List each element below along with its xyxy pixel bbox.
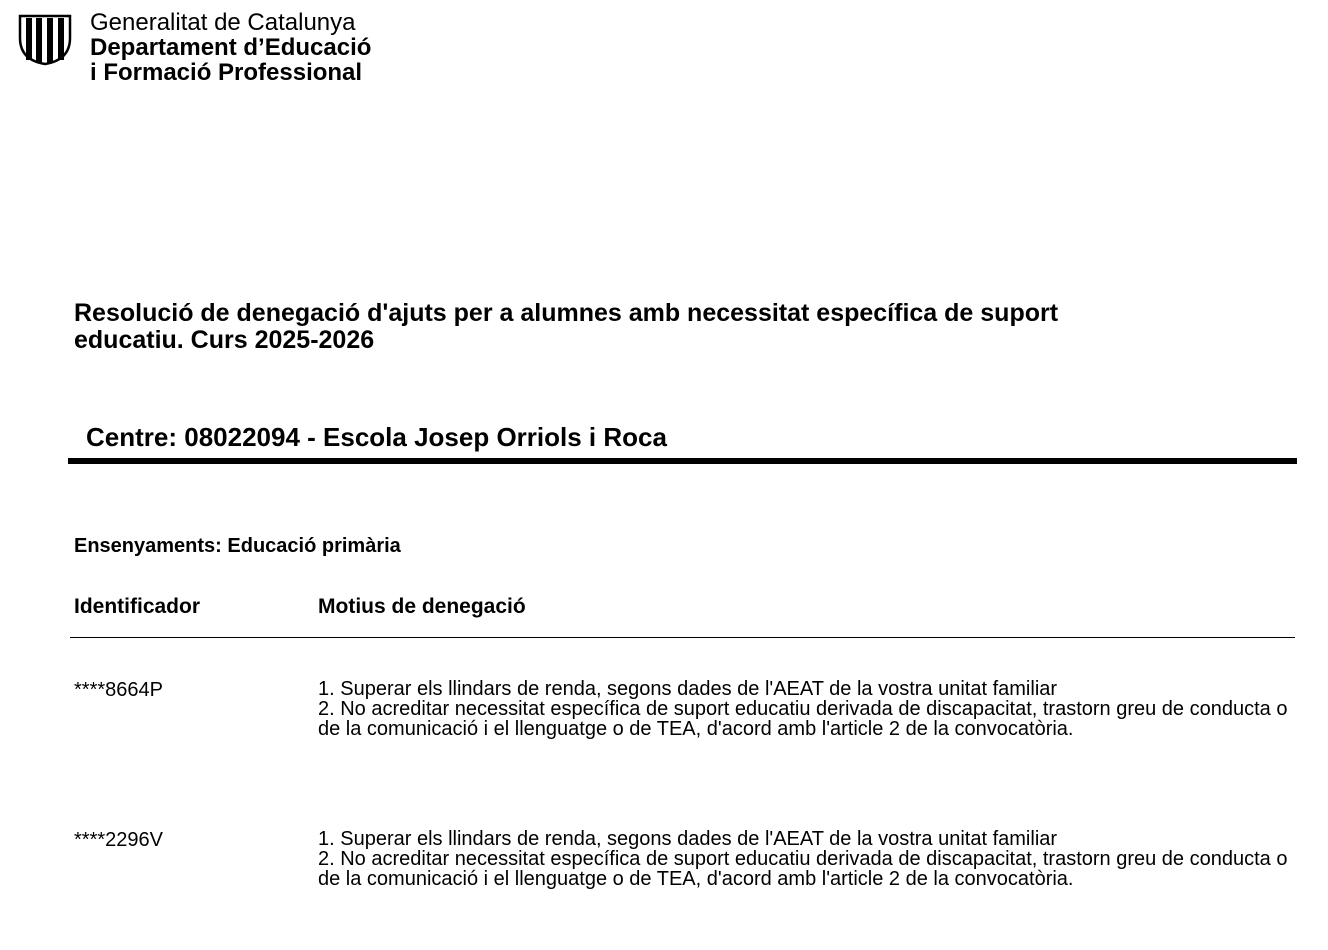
ensenyaments-label: Ensenyaments: Educació primària — [74, 535, 401, 557]
document-title-line1: Resolució de denegació d'ajuts per a alumnes amb necessitat específica de suport — [74, 299, 1059, 327]
reason-item: 2. No acreditar necessitat específica de suport educatiu derivada de discapacitat, trastorn greu de conducta o de la comunicació i el llenguatge o de TEA, d'acord amb l'article 2 de la convocatòria. — [318, 848, 1288, 890]
generalitat-coat-of-arms-icon — [16, 12, 74, 66]
department-name-line1: Departament d’Educació — [90, 34, 372, 61]
org-name: Generalitat de Catalunya — [90, 9, 356, 36]
reason-item: 1. Superar els llindars de renda, segons dades de l'AEAT de la vostra unitat familiar — [318, 678, 1058, 700]
department-name-line2: i Formació Professional — [90, 59, 363, 86]
table-row-reasons — [318, 679, 1288, 739]
column-header-motius: Motius de denegació — [318, 595, 526, 618]
document-title — [74, 300, 1294, 354]
table-row-id: ****2296V — [74, 829, 163, 851]
reason-item: 1. Superar els llindars de renda, segons dades de l'AEAT de la vostra unitat familiar — [318, 828, 1058, 850]
section-divider — [68, 458, 1297, 464]
table-row-reasons — [318, 829, 1288, 889]
table-header-divider — [70, 637, 1295, 638]
document-title-line2: educatiu. Curs 2025-2026 — [74, 326, 375, 354]
table-row-id: ****8664P — [74, 679, 163, 701]
centre-heading: Centre: 08022094 - Escola Josep Orriols i Roca — [86, 422, 667, 452]
letterhead — [16, 9, 372, 86]
reason-item: 2. No acreditar necessitat específica de suport educatiu derivada de discapacitat, trastorn greu de conducta o de la comunicació i el llenguatge o de TEA, d'acord amb l'article 2 de la convocatòria. — [318, 698, 1288, 740]
column-header-identificador: Identificador — [74, 595, 201, 618]
